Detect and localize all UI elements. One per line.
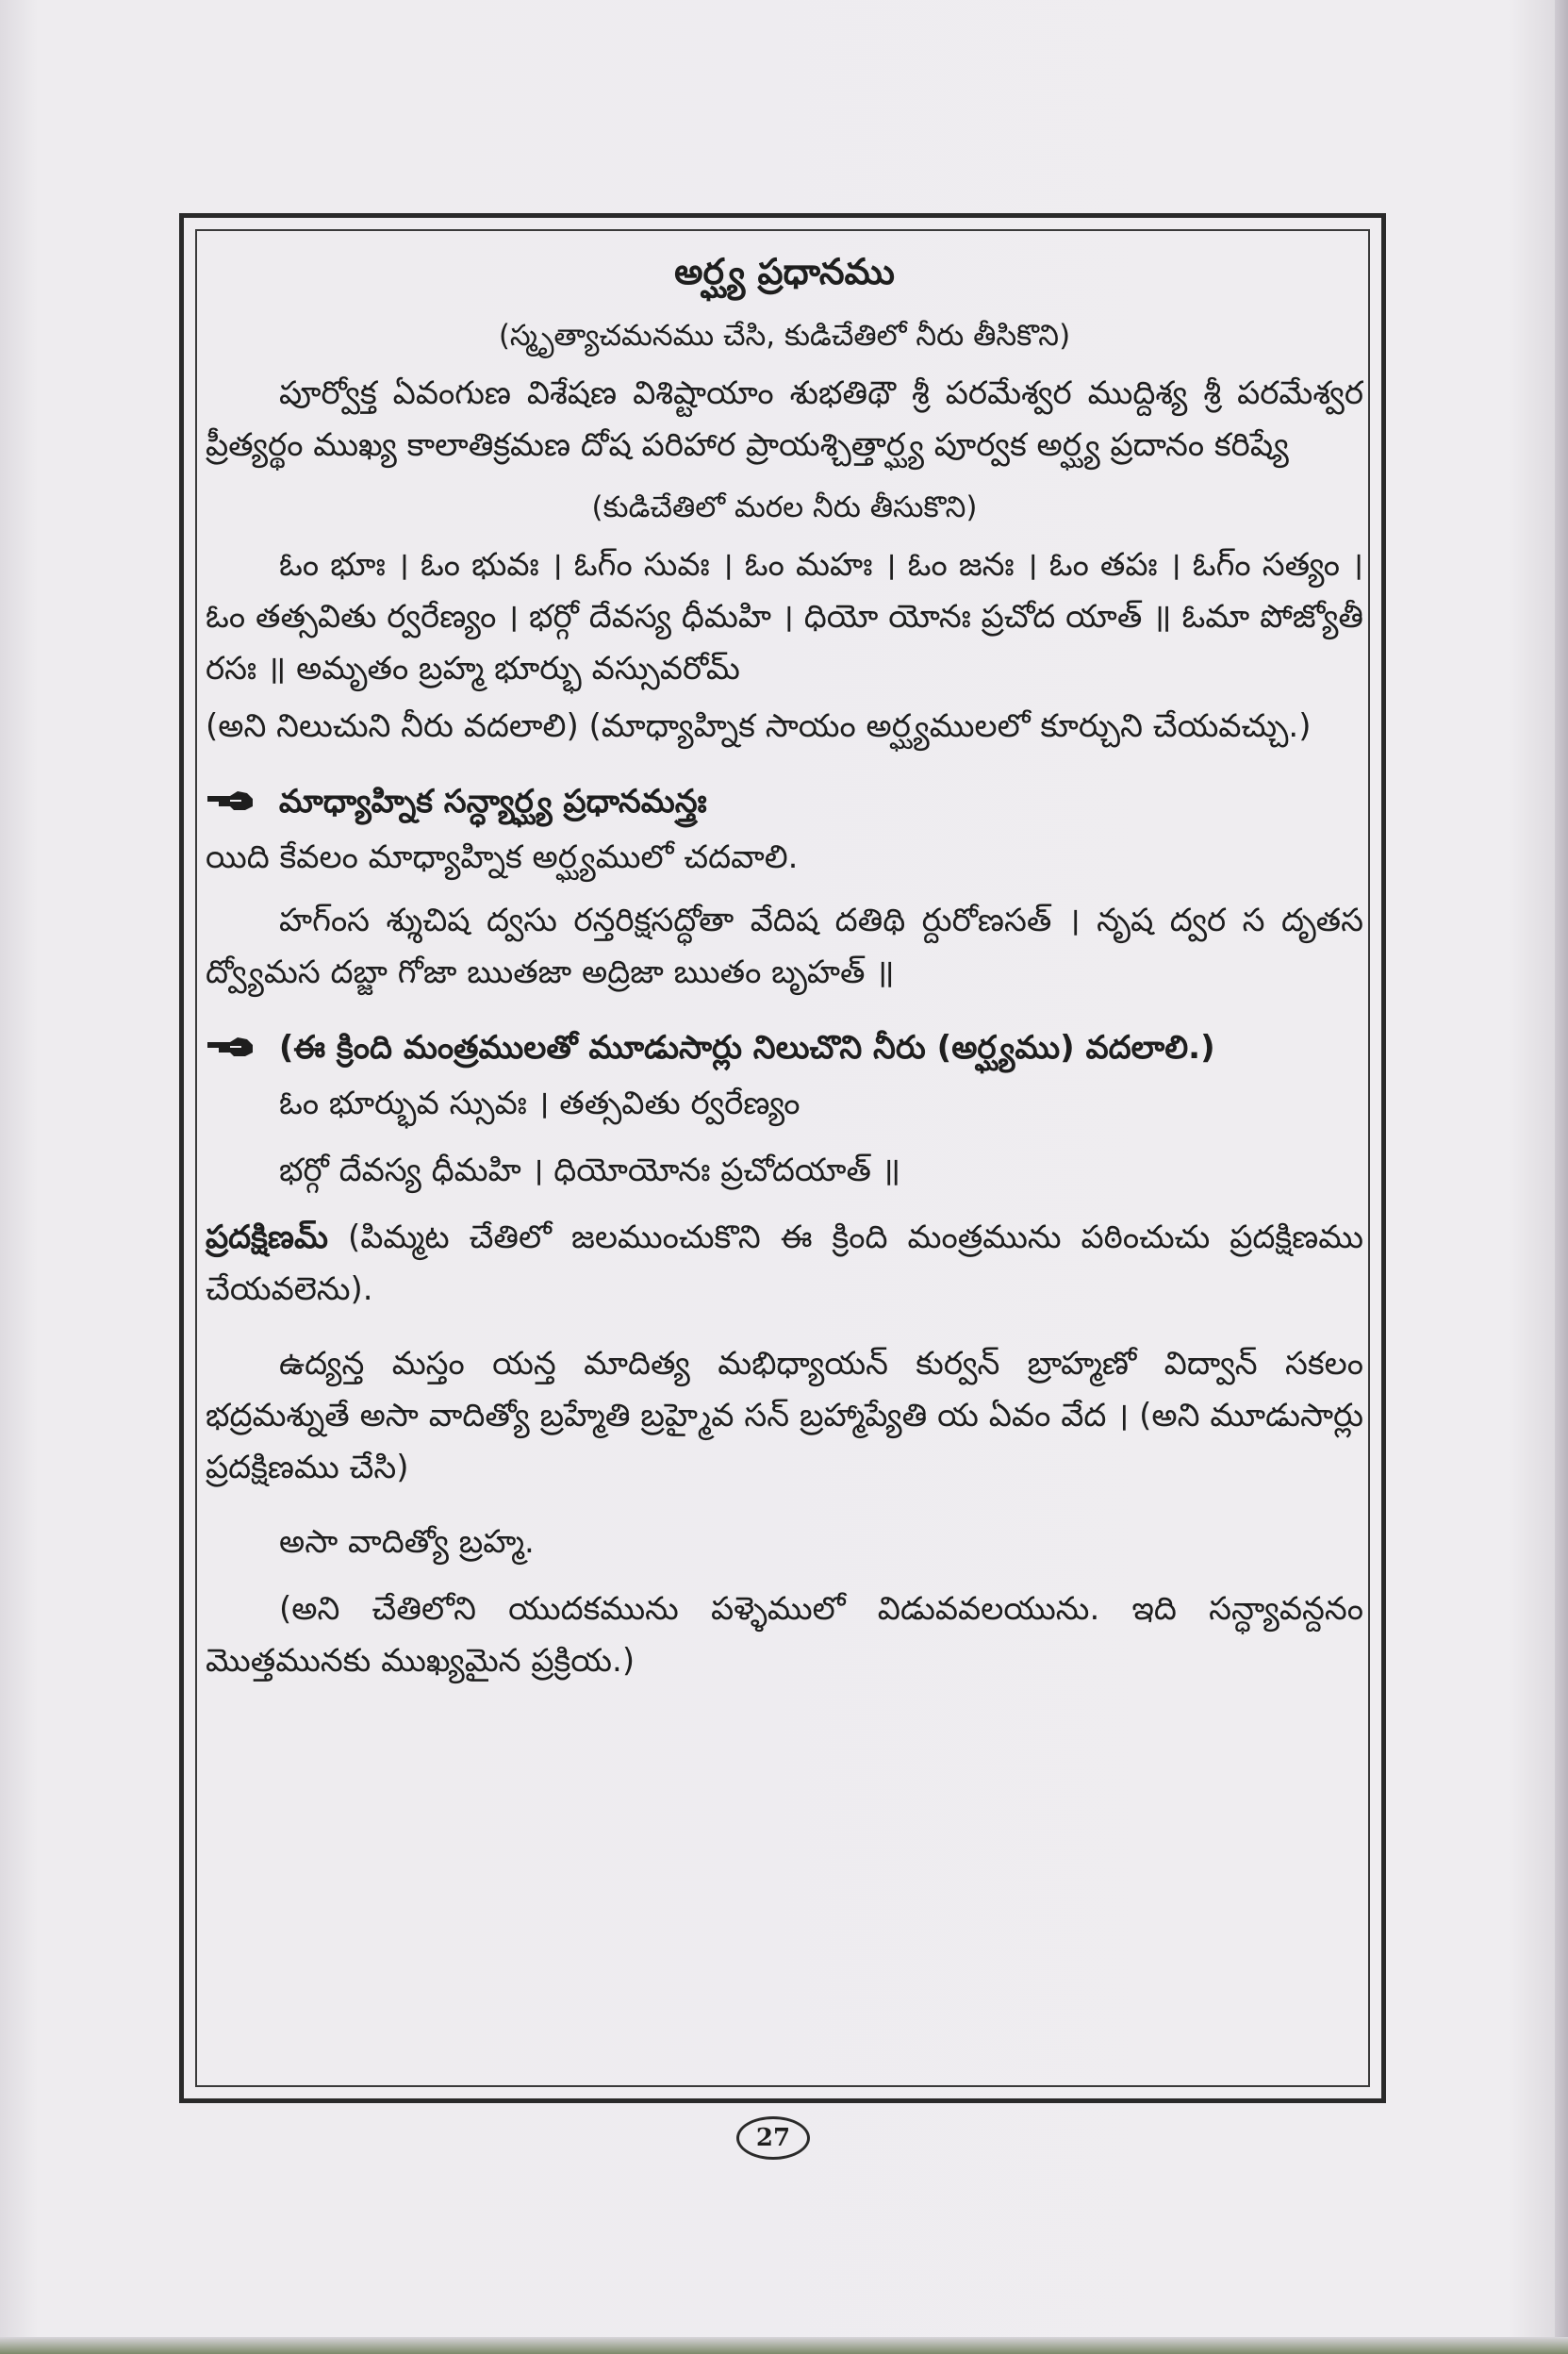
sankalpa-paragraph: పూర్వోక్త ఏవంగుణ విశేషణ విశిష్టాయాం శుభతిథౌ శ్రీ పరమేశ్వర ముద్దిశ్య శ్రీ పరమేశ్వర ప్రీత్యర్థం ముఖ్య కాలాతిక్రమణ దోష పరిహార ప్రాయశ్చిత్తార్ఘ్య పూర్వక అర్ఘ్య ప్రదానం కరిష్యే [206, 374, 1363, 464]
madhyahnika-heading-row [206, 775, 1363, 828]
achamana-note: (స్మృత్యాచమనము చేసి, కుడిచేతిలో నీరు తీసికొని) [498, 319, 1071, 353]
three-times-heading: (ఈ క్రింది మంత్రములతో మూడుసార్లు నిలుచొని నీరు (అర్ఘ్యము) వదలాలి.) [278, 1029, 1215, 1067]
pradakshina-paragraph [206, 1212, 1363, 1316]
final-note: (అని చేతిలోని యుదకమును పళ్ళెములో విడువవలయును. ఇది సన్ధ్యావన్దనం మొత్తమునకు ముఖ్యమైన ప్రక్రియ.) [206, 1590, 1363, 1680]
page-edge-bottom [0, 2337, 1568, 2354]
pointing-hand-icon [206, 1034, 255, 1060]
gayatri-line-1: ఓం భూర్భువ స్సువః । తత్సవితు ర్వరేణ్యం [279, 1085, 801, 1122]
vyahrti-paragraph: ఓం భూః । ఓం భువః । ఓగ్ం సువః । ఓం మహః । ఓం జనః । ఓం తపః । ఓగ్ం సత్యం । ఓం తత్సవితు ర్వరేణ్యం । భర్గో దేవస్య ధీమహి । ధియో యోనః ప్రచోద యాత్ ॥ ఓమా పోజ్యోతీ రసః ॥ అమృతం బ్రహ్మ భూర్భు వస్సువరోమ్ [206, 546, 1363, 688]
page-title: అర్ఘ్య ప్రధానము [674, 251, 895, 292]
udyanta-mantra: ఉద్యన్త మస్తం యన్త మాదిత్య మభిధ్యాయన్ కుర్వన్ బ్రాహ్మణో విద్వాన్ సకలం భద్రమశ్నుతే అసా వాదిత్యో బ్రహ్మేతి బ్రహ్మైవ సన్ బ్రహ్మాప్యేతి య ఏవం వేద । (అని మూడుసార్లు ప్రదక్షిణము చేసి) [206, 1345, 1363, 1486]
page-number: 27 [736, 2116, 810, 2160]
three-times-heading-row [206, 1021, 1363, 1074]
gayatri-line-2: భర్గో దేవస్య ధీమహి । ధియోయోనః ప్రచోదయాత్ ॥ [279, 1152, 901, 1189]
pradakshina-term: ప్రదక్షిణమ్ [206, 1218, 328, 1256]
pointing-hand-icon [206, 787, 255, 814]
pradakshina-instruction: (పిమ్మట చేతిలో జలముంచుకొని ఈ క్రింది మంత్రమును పఠించుచు ప్రదక్షిణము చేయవలెను). [206, 1218, 1363, 1308]
hamsa-mantra: హగ్ంస శ్శుచిష ద్వసు రన్తరిక్షసద్ధోతా వేదిష దతిథి ర్దురోణసత్ । నృష ద్వర స దృతస ద్వ్యోమస దబ్జా గోజా ఋతజా అద్రిజా ఋతం బృహత్ ॥ [206, 902, 1363, 991]
page-content [206, 247, 1363, 1693]
water-note: (కుడిచేతిలో మరల నీరు తీసుకొని) [591, 490, 978, 524]
madhyahnika-heading: మాధ్యాహ్నిక సన్ధ్యార్ఘ్య ప్రధానమన్త్రః [278, 783, 707, 821]
asau-line: అసా వాదిత్యో బ్రహ్మ. [279, 1523, 535, 1561]
instruction-paragraph: (అని నిలుచుని నీరు వదలాలి) (మాధ్యాహ్నిక సాయం అర్ఘ్యములలో కూర్చుని చేయవచ్చు.) [206, 707, 1312, 745]
madhyahnika-note: యిది కేవలం మాధ్యాహ్నిక అర్ఘ్యములో చదవాలి. [206, 838, 799, 876]
page-edge-right [1555, 0, 1568, 2354]
